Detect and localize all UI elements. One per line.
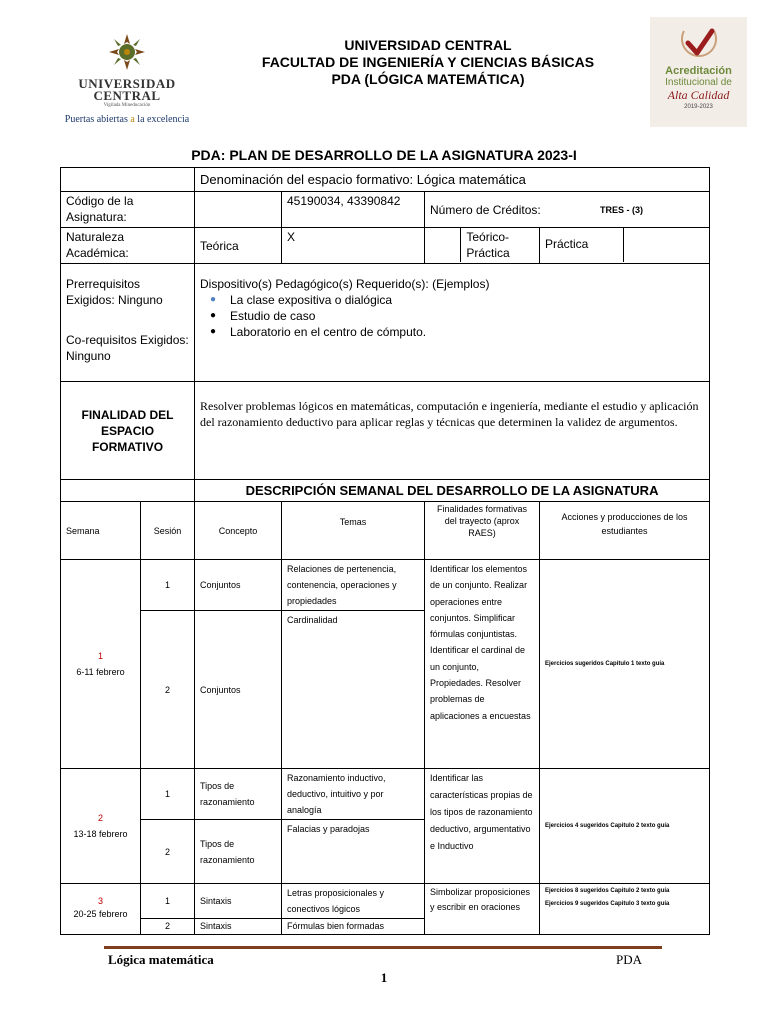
acciones-line: Ejercicios 8 sugeridos Capitulo 2 texto guía: [545, 888, 670, 894]
acciones-line: Ejercicios 9 sugeridos Capitulo 3 texto guía: [545, 901, 670, 907]
dispositivos-list: [200, 292, 704, 340]
accreditation-years: 2019-2023: [684, 104, 713, 110]
col-header-semana: Semana: [61, 502, 141, 560]
denominacion-row: [61, 168, 710, 192]
footer-doc-type: PDA: [616, 952, 643, 967]
session-number: 2: [141, 919, 195, 935]
document-header: [240, 37, 616, 88]
session-number: 2: [141, 820, 195, 884]
codigo-value: 45190034, 43390842: [282, 192, 425, 228]
table-row: [61, 884, 710, 919]
denominacion-cell: Denominación del espacio formativo: Lógica matemática: [195, 168, 710, 192]
col-header-sesion: Sesión: [141, 502, 195, 560]
university-logo: [62, 32, 192, 125]
acciones-cell: Ejercicios 4 sugeridos Capitulo 2 texto guía: [540, 769, 710, 884]
session-number: 1: [141, 884, 195, 919]
tema-cell: Razonamiento inductivo, deductivo, intuitivo y por analogía: [282, 769, 425, 820]
accreditation-line3: Alta Calidad: [667, 88, 730, 102]
list-item: ● Laboratorio en el centro de cómputo.: [230, 324, 704, 340]
weekly-header-row: [61, 502, 710, 560]
header-line1: UNIVERSIDAD CENTRAL: [344, 37, 512, 53]
weekly-title: DESCRIPCIÓN SEMANAL DEL DESARROLLO DE LA ASIGNATURA: [195, 480, 710, 502]
week-cell: [61, 769, 141, 884]
list-item: ● Estudio de caso: [230, 308, 704, 324]
teorica-label: Teórica: [195, 228, 282, 264]
pda-table: [60, 167, 710, 935]
naturaleza-row: [61, 228, 710, 264]
session-number: 1: [141, 560, 195, 611]
week-dates: 13-18 febrero: [73, 829, 128, 839]
requisitos-row: [61, 264, 710, 382]
col-header-finalidades: Finalidades formativas del trayecto (aprox RAES): [425, 502, 540, 560]
university-emblem-icon: [107, 32, 147, 72]
accreditation-logo: [650, 17, 747, 127]
col-header-acciones: Acciones y producciones de los estudiantes: [540, 502, 710, 560]
tema-cell: Falacias y paradojas: [282, 820, 425, 884]
logo-tagline: Vigilada Mineducación: [103, 103, 151, 108]
creditos-value: TRES - (3): [600, 204, 644, 215]
blank-cell: [195, 192, 282, 228]
table-row: [61, 560, 710, 611]
session-number: 2: [141, 611, 195, 769]
dispositivos-title: Dispositivo(s) Pedagógico(s) Requerido(s): (Ejemplos): [200, 277, 490, 291]
naturaleza-label: Naturaleza Académica:: [61, 228, 195, 264]
logo-motto: Puertas abiertas a la excelencia: [64, 114, 190, 125]
concepto-cell: Sintaxis: [195, 884, 282, 919]
weekly-title-row: [61, 480, 710, 502]
week-cell: [61, 560, 141, 769]
teorica-mark: X: [282, 228, 425, 264]
concepto-cell: Conjuntos: [195, 560, 282, 611]
concepto-cell: Sintaxis: [195, 919, 282, 935]
session-number: 1: [141, 769, 195, 820]
tema-cell: Letras proposicionales y conectivos lógicos: [282, 884, 425, 919]
codigo-label: Código de la Asignatura:: [61, 192, 195, 228]
footer-course-name: Lógica matemática: [108, 952, 214, 967]
concepto-cell: Conjuntos: [195, 611, 282, 769]
concepto-cell: Tipos de razonamiento: [195, 820, 282, 884]
footer-divider: [104, 946, 662, 949]
finalidad-row: [61, 382, 710, 480]
table-row: [61, 769, 710, 820]
requisitos-cell: [61, 264, 195, 382]
checkmark-seal-icon: [676, 25, 722, 63]
concepto-cell: Tipos de razonamiento: [195, 769, 282, 820]
blank-cell: [61, 480, 195, 502]
logo-name-line1: UNIVERSIDAD: [78, 76, 176, 91]
acciones-cell: Ejercicios sugeridos Capitulo 1 texto guía: [540, 560, 710, 769]
accreditation-line1: Acreditación: [665, 65, 732, 77]
week-number: 2: [97, 813, 103, 823]
corequisitos: Co-requisitos Exigidos: Ninguno: [66, 333, 189, 363]
accreditation-line2: Institucional de: [665, 77, 732, 88]
creditos-label: Número de Créditos: TRES - (3): [425, 192, 710, 228]
practica-label: Práctica: [545, 237, 589, 251]
col-header-temas: Temas: [282, 502, 425, 560]
week-number: 3: [97, 896, 103, 906]
teorico-practica-label: Teórico-Práctica: [466, 230, 510, 260]
finalidad-cell: Identificar las características propias de los tipos de razonamiento deductivo, argumentativo e Inductivo: [425, 769, 540, 884]
finalidad-text: Resolver problemas lógicos en matemáticas, computación e ingeniería, mediante el estudio y aplicación del razonamiento deductivo para aplicar reglas y técnicas que determinen la validez de argumentos.: [195, 382, 710, 480]
finalidad-cell: Identificar los elementos de un conjunto. Realizar operaciones entre conjuntos. Simplificar fórmulas conjuntistas. Identificar el cardinal de un conjunto, Propiedades. Resolver problemas de aplicaciones a encuestas: [425, 560, 540, 769]
codigo-row: [61, 192, 710, 228]
week-dates: 20-25 febrero: [73, 909, 128, 919]
week-cell: [61, 884, 141, 935]
prerrequisitos: Prerrequisitos Exigidos: Ninguno: [66, 277, 163, 307]
tema-cell: Relaciones de pertenencia, contenencia, operaciones y propiedades: [282, 560, 425, 611]
header-line3: PDA (LÓGICA MATEMÁTICA): [331, 71, 525, 87]
tema-cell: Cardinalidad: [282, 611, 425, 769]
document-title: PDA: PLAN DE DESARROLLO DE LA ASIGNATURA 2023-I: [191, 147, 577, 163]
practica-cell: [540, 228, 710, 264]
teorico-practica-cell: [425, 228, 540, 264]
logo-name-line2: CENTRAL: [93, 88, 161, 103]
finalidad-label: FINALIDAD DEL ESPACIO FORMATIVO: [61, 382, 195, 480]
tema-cell: Fórmulas bien formadas: [282, 919, 425, 935]
acciones-cell: [540, 884, 710, 935]
header-line2: FACULTAD DE INGENIERÍA Y CIENCIAS BÁSICAS: [261, 54, 595, 70]
list-item: ● La clase expositiva o dialógica: [230, 292, 704, 308]
blank-cell: [61, 168, 195, 192]
page-number: 1: [380, 970, 388, 985]
week-number: 1: [97, 651, 103, 661]
dispositivos-cell: [195, 264, 710, 382]
finalidad-cell: Simbolizar proposiciones y escribir en oraciones: [425, 884, 540, 935]
col-header-concepto: Concepto: [195, 502, 282, 560]
week-dates: 6-11 febrero: [76, 667, 125, 677]
